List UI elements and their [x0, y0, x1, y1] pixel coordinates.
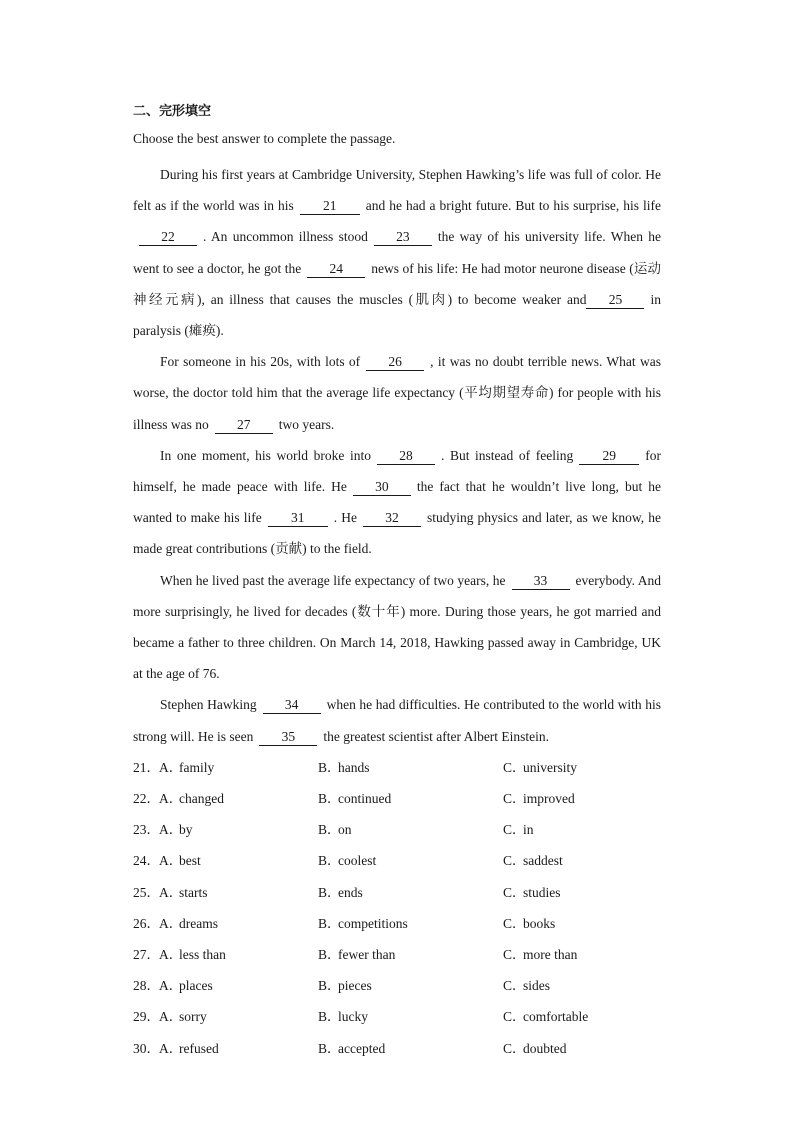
- option-b[interactable]: [318, 939, 395, 970]
- passage-text: and he had a bright future. But to his surprise, his life: [365, 198, 661, 214]
- question-number: 25．: [133, 884, 160, 900]
- option-text: less than: [179, 946, 226, 962]
- option-text: books: [523, 915, 556, 931]
- option-letter: A．: [159, 884, 183, 900]
- option-b[interactable]: [318, 814, 352, 845]
- option-c[interactable]: [503, 877, 561, 908]
- option-letter: C．: [503, 759, 526, 775]
- passage-text: Stephen Hawking: [160, 697, 257, 713]
- option-c[interactable]: [503, 752, 577, 783]
- passage-text: During his first years at Cambridge University, Stephen Hawking’s life was full of color. He felt as if the world was in his: [133, 167, 661, 214]
- option-c[interactable]: [503, 1001, 588, 1032]
- question-number: 29．: [133, 1009, 160, 1025]
- option-letter: C．: [503, 884, 526, 900]
- option-letter: B．: [318, 884, 341, 900]
- passage-paragraph-1: [133, 159, 661, 346]
- option-letter: B．: [318, 1009, 341, 1025]
- option-a[interactable]: [133, 970, 213, 1001]
- option-text: by: [179, 822, 193, 838]
- section-title: 二、完形填空: [133, 104, 212, 119]
- option-letter: A．: [159, 915, 183, 931]
- option-a[interactable]: [133, 752, 214, 783]
- option-letter: A．: [159, 759, 183, 775]
- option-b[interactable]: [318, 970, 372, 1001]
- option-c[interactable]: [503, 1033, 567, 1064]
- option-letter: A．: [159, 978, 183, 994]
- option-text: saddest: [523, 853, 563, 869]
- option-b[interactable]: [318, 783, 391, 814]
- option-text: family: [179, 759, 215, 775]
- blank-29: 29: [579, 448, 639, 465]
- question-number: 21．: [133, 759, 160, 775]
- blank-32: 32: [363, 510, 421, 527]
- question-number: 24．: [133, 853, 160, 869]
- option-text: continued: [338, 791, 392, 807]
- option-b[interactable]: [318, 845, 376, 876]
- option-letter: C．: [503, 822, 526, 838]
- option-letter: C．: [503, 853, 526, 869]
- option-b[interactable]: [318, 877, 363, 908]
- option-text: refused: [179, 1040, 219, 1056]
- option-text: doubted: [523, 1040, 567, 1056]
- option-c[interactable]: [503, 970, 550, 1001]
- option-letter: B．: [318, 791, 341, 807]
- option-text: lucky: [338, 1009, 368, 1025]
- question-row: [133, 814, 661, 845]
- option-letter: C．: [503, 1040, 526, 1056]
- option-text: best: [179, 853, 201, 869]
- option-text: studies: [523, 884, 561, 900]
- option-letter: B．: [318, 915, 341, 931]
- passage-text: . An uncommon illness stood: [203, 229, 368, 245]
- option-b[interactable]: [318, 908, 408, 939]
- option-letter: A．: [159, 946, 183, 962]
- passage-text: everybody. And more surprisingly, he lived for decades (数十年) more. During those years, he got married and became a father to three children. On March 14, 2018, Hawking passed away in Cambridge, UK at the age of 76.: [133, 572, 662, 682]
- option-text: on: [338, 822, 352, 838]
- question-row: [133, 970, 661, 1001]
- option-letter: B．: [318, 978, 341, 994]
- question-number: 22．: [133, 791, 160, 807]
- option-letter: A．: [159, 1009, 183, 1025]
- passage-text: two years.: [278, 416, 335, 432]
- option-a[interactable]: [133, 845, 201, 876]
- blank-30: 30: [353, 479, 411, 496]
- blank-25: 25: [586, 292, 644, 309]
- question-row: [133, 1033, 661, 1064]
- passage-text: news of his life: He had motor neurone disease (运动神经元病), an illness that causes the muscles (肌肉) to become weaker and: [133, 260, 661, 307]
- option-c[interactable]: [503, 783, 575, 814]
- passage-text: When he lived past the average life expectancy of two years, he: [160, 572, 506, 588]
- option-letter: A．: [159, 822, 183, 838]
- passage-paragraph-4: [133, 565, 661, 690]
- option-letter: A．: [159, 791, 183, 807]
- option-text: more than: [523, 946, 578, 962]
- option-a[interactable]: [133, 1033, 219, 1064]
- question-row: [133, 877, 661, 908]
- option-letter: A．: [159, 1040, 183, 1056]
- blank-35: 35: [259, 729, 317, 746]
- question-number: 30．: [133, 1040, 160, 1056]
- question-row: [133, 783, 661, 814]
- option-text: dreams: [179, 915, 218, 931]
- option-c[interactable]: [503, 845, 563, 876]
- instruction-text: Choose the best answer to complete the passage.: [133, 131, 396, 146]
- blank-27: 27: [215, 417, 273, 434]
- option-b[interactable]: [318, 752, 370, 783]
- option-letter: B．: [318, 759, 341, 775]
- worksheet-page: [133, 101, 661, 1064]
- blank-31: 31: [268, 510, 328, 527]
- option-text: sides: [523, 978, 550, 994]
- passage-text: studying physics and later, as we know, he made great contributions (贡献) to the field.: [133, 510, 661, 557]
- option-b[interactable]: [318, 1033, 385, 1064]
- option-a[interactable]: [133, 877, 208, 908]
- option-letter: B．: [318, 853, 341, 869]
- option-a[interactable]: [133, 908, 218, 939]
- passage-paragraph-2: [133, 346, 661, 440]
- question-row: [133, 845, 661, 876]
- option-letter: C．: [503, 1009, 526, 1025]
- option-text: places: [179, 978, 213, 994]
- passage-text: in paralysis (瘫痪).: [133, 291, 661, 339]
- option-letter: B．: [318, 946, 341, 962]
- option-text: pieces: [338, 978, 372, 994]
- question-row: [133, 908, 661, 939]
- option-a[interactable]: [133, 1001, 207, 1032]
- question-number: 26．: [133, 915, 160, 931]
- option-letter: C．: [503, 915, 526, 931]
- option-text: improved: [523, 791, 575, 807]
- passage-paragraph-5: [133, 689, 661, 751]
- option-a[interactable]: [133, 783, 224, 814]
- option-text: competitions: [338, 915, 408, 931]
- option-c[interactable]: [503, 814, 534, 845]
- passage-text: . But instead of feeling: [440, 447, 574, 463]
- option-text: university: [523, 759, 577, 775]
- passage-text: the fact that he wouldn’t live long, but he wanted to make his life: [133, 479, 661, 526]
- blank-24: 24: [307, 261, 365, 278]
- passage-text: For someone in his 20s, with lots of: [160, 354, 361, 370]
- passage-text: In one moment, his world broke into: [160, 447, 371, 463]
- option-text: accepted: [338, 1040, 386, 1056]
- option-letter: B．: [318, 822, 341, 838]
- passage-paragraph-3: [133, 440, 661, 565]
- passage-text: for himself, he made peace with life. He: [133, 447, 661, 495]
- option-text: comfortable: [523, 1009, 589, 1025]
- blank-22: 22: [139, 229, 197, 246]
- blank-26: 26: [366, 354, 424, 371]
- blank-33: 33: [512, 573, 570, 590]
- option-text: in: [523, 822, 534, 838]
- blank-21: 21: [300, 198, 360, 215]
- option-letter: A．: [159, 853, 183, 869]
- question-row: [133, 1001, 661, 1032]
- option-letter: B．: [318, 1040, 341, 1056]
- passage-text: when he had difficulties. He contributed to the world with his strong will. He is seen: [133, 697, 662, 744]
- option-c[interactable]: [503, 908, 555, 939]
- option-text: coolest: [338, 853, 377, 869]
- option-text: ends: [338, 884, 363, 900]
- question-number: 27．: [133, 946, 160, 962]
- option-text: hands: [338, 759, 370, 775]
- option-text: changed: [179, 791, 224, 807]
- question-row: [133, 939, 661, 970]
- option-letter: C．: [503, 978, 526, 994]
- option-text: sorry: [179, 1009, 207, 1025]
- option-text: starts: [179, 884, 208, 900]
- question-number: 28．: [133, 978, 160, 994]
- option-b[interactable]: [318, 1001, 368, 1032]
- option-c[interactable]: [503, 939, 577, 970]
- question-row: [133, 752, 661, 783]
- blank-34: 34: [263, 697, 321, 714]
- passage-text: , it was no doubt terrible news. What was worse, the doctor told him that the average life expectancy (平均期望寿命) for people with his illness was no: [133, 354, 661, 432]
- answer-options: [133, 752, 661, 1064]
- option-letter: C．: [503, 946, 526, 962]
- option-text: fewer than: [338, 946, 396, 962]
- option-a[interactable]: [133, 814, 193, 845]
- passage-text: . He: [333, 510, 357, 526]
- blank-28: 28: [377, 448, 435, 465]
- passage-text: the way of his university life. When he went to see a doctor, he got the: [133, 229, 661, 276]
- option-letter: C．: [503, 791, 526, 807]
- question-number: 23．: [133, 822, 160, 838]
- passage-text: the greatest scientist after Albert Einstein.: [323, 728, 550, 744]
- option-a[interactable]: [133, 939, 226, 970]
- blank-23: 23: [374, 229, 432, 246]
